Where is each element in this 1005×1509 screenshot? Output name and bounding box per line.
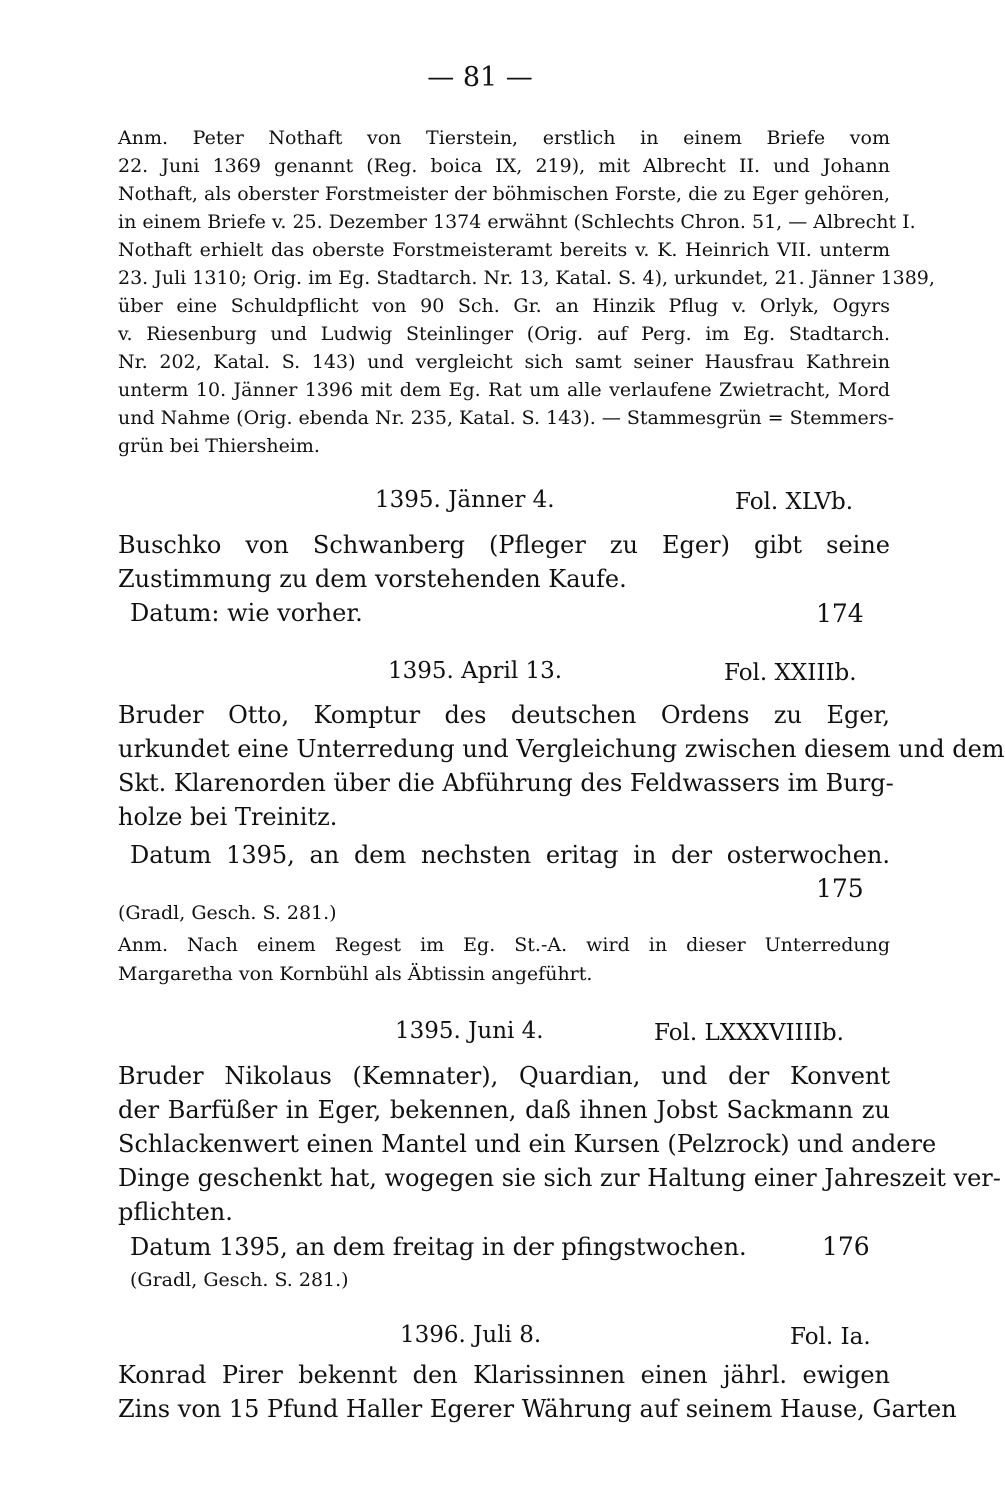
entry-number: 174 — [816, 599, 864, 628]
folio-reference: Fol. Ia. — [790, 1324, 871, 1350]
note-line: Anm. Peter Nothaft von Tierstein, erstlich in einem Briefe vom — [118, 127, 890, 149]
folio-reference: Fol. XXIIIb. — [724, 660, 857, 686]
entry-number: 176 — [822, 1232, 870, 1261]
entry-text-line: Schlackenwert einen Mantel und ein Kursen (Pelzrock) und andere — [118, 1130, 937, 1158]
entry-text-line: holze bei Treinitz. — [118, 803, 338, 831]
datum-line: Datum 1395, an dem freitag in der pfingstwochen. — [130, 1233, 747, 1261]
entry-date: 1396. Juli 8. — [400, 1322, 542, 1348]
entry-text-line: Dinge geschenkt hat, wogegen sie sich zur Haltung einer Jahreszeit ver- — [118, 1164, 1001, 1192]
note-line: Nothaft erhielt das oberste Forstmeisteramt bereits v. K. Heinrich VII. unterm — [118, 239, 890, 261]
datum-line: Datum 1395, an dem nechsten eritag in der osterwochen. — [130, 841, 890, 869]
note-line: über eine Schuldpflicht von 90 Sch. Gr. an Hinzik Pflug v. Orlyk, Ogyrs — [118, 295, 890, 317]
entry-text-line: Bruder Nikolaus (Kemnater), Quardian, und der Konvent — [118, 1062, 890, 1090]
entry-text-line: der Barfüßer in Eger, bekennen, daß ihnen Jobst Sackmann zu — [118, 1096, 890, 1124]
entry-date: 1395. April 13. — [388, 658, 563, 684]
source-citation: (Gradl, Gesch. S. 281.) — [130, 1269, 349, 1291]
folio-reference: Fol. LXXXVIIIIb. — [654, 1020, 844, 1046]
note-line: 22. Juni 1369 genannt (Reg. boica IX, 219), mit Albrecht II. und Johann — [118, 155, 890, 177]
note-line: 23. Juli 1310; Orig. im Eg. Stadtarch. Nr. 13, Katal. S. 4), urkundet, 21. Jänner 1389, — [118, 267, 935, 289]
entry-date: 1395. Juni 4. — [395, 1018, 544, 1044]
note-line: Nr. 202, Katal. S. 143) und vergleicht sich samt seiner Hausfrau Kathrein — [118, 351, 890, 373]
entry-text-line: Konrad Pirer bekennt den Klarissinnen einen jährl. ewigen — [118, 1361, 890, 1389]
entry-number: 175 — [816, 874, 864, 903]
page-number: — 81 — — [427, 62, 533, 93]
entry-text-line: Zins von 15 Pfund Haller Egerer Währung auf seinem Hause, Garten — [118, 1395, 957, 1423]
note-line: Anm. Nach einem Regest im Eg. St.-A. wird in dieser Unterredung — [118, 934, 890, 956]
entry-text-line: Skt. Klarenorden über die Abführung des Feldwassers im Burg- — [118, 769, 894, 797]
entry-text-line: Buschko von Schwanberg (Pfleger zu Eger) gibt seine — [118, 531, 890, 559]
entry-text-line: urkundet eine Unterredung und Vergleichung zwischen diesem und dem — [118, 735, 1005, 763]
note-line: grün bei Thiersheim. — [118, 435, 320, 457]
note-line: Nothaft, als oberster Forstmeister der böhmischen Forste, die zu Eger gehören, — [118, 183, 890, 205]
note-line: Margaretha von Kornbühl als Äbtissin angeführt. — [118, 963, 593, 985]
note-line: in einem Briefe v. 25. Dezember 1374 erwähnt (Schlechts Chron. 51, — Albrecht I. — [118, 211, 916, 233]
entry-text-line: Zustimmung zu dem vorstehenden Kaufe. — [118, 565, 627, 593]
entry-date: 1395. Jänner 4. — [375, 487, 555, 513]
note-line: und Nahme (Orig. ebenda Nr. 235, Katal. S. 143). — Stammesgrün = Stemmers- — [118, 407, 895, 429]
datum-line: Datum: wie vorher. — [130, 599, 363, 627]
entry-text-line: Bruder Otto, Komptur des deutschen Ordens zu Eger, — [118, 701, 890, 729]
note-line: v. Riesenburg und Ludwig Steinlinger (Orig. auf Perg. im Eg. Stadtarch. — [118, 323, 890, 345]
note-line: unterm 10. Jänner 1396 mit dem Eg. Rat um alle verlaufene Zwietracht, Mord — [118, 379, 890, 401]
source-citation: (Gradl, Gesch. S. 281.) — [118, 902, 337, 924]
entry-text-line: pflichten. — [118, 1198, 233, 1226]
folio-reference: Fol. XLVb. — [735, 489, 854, 515]
